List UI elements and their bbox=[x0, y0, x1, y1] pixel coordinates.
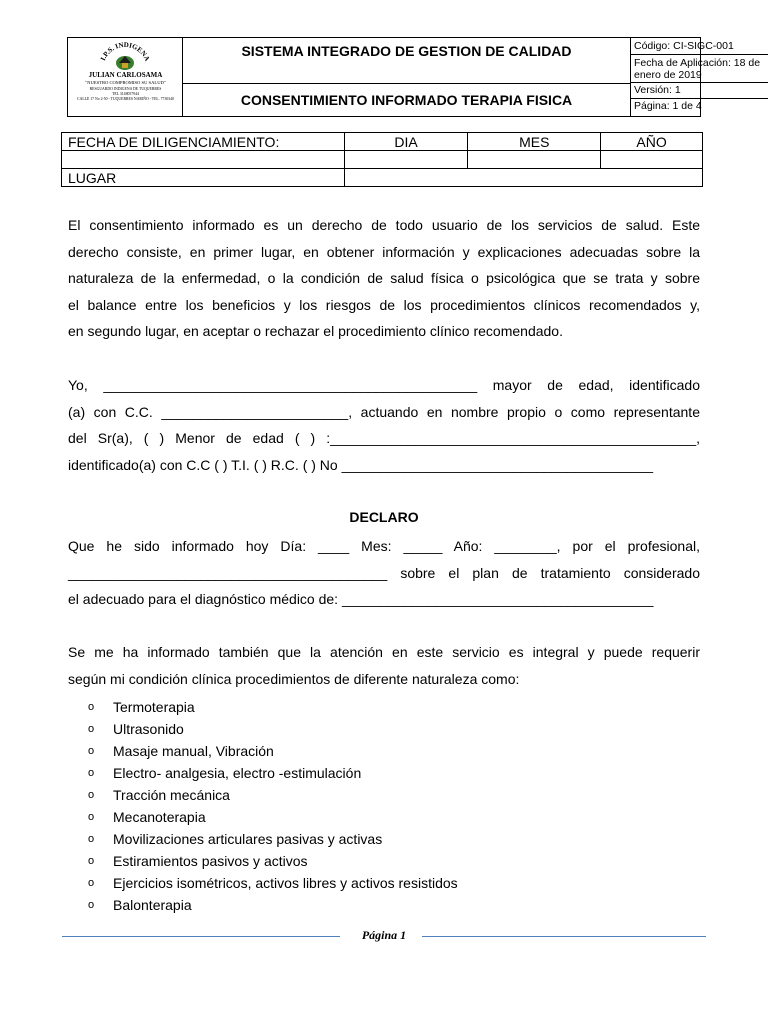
declaro-heading: DECLARO bbox=[349, 509, 419, 525]
bullet-icon: o bbox=[88, 789, 95, 801]
logo-motto: "NUESTRO COMPROMISO SU SALUD" bbox=[85, 80, 166, 85]
list-item: o Electro- analgesia, electro -estimulación bbox=[88, 765, 362, 781]
label-mes: MES bbox=[468, 133, 601, 151]
list-item: o Mecanoterapia bbox=[88, 809, 206, 825]
list-item: o Termoterapia bbox=[88, 699, 195, 715]
bullet-icon: o bbox=[88, 701, 95, 713]
label-fecha: FECHA DE DILIGENCIAMIENTO: bbox=[62, 133, 345, 151]
bullet-icon: o bbox=[88, 723, 95, 735]
list-item: o Tracción mecánica bbox=[88, 787, 230, 803]
label-dia: DIA bbox=[344, 133, 468, 151]
list-item: o Ejercicios isométricos, activos libres y activos resistidos bbox=[88, 875, 458, 891]
field-lugar[interactable] bbox=[344, 169, 702, 187]
bullet-icon: o bbox=[88, 855, 95, 867]
intro-paragraph: El consentimiento informado es un derecho de todo usuario de los servicios de salud. Este derecho consiste, en primer lugar, en obtener información y explicaciones adecuadas sobre la naturaleza de la enfermedad, o la condición de salud física o psicológica que se trata y sobre el balance entre los beneficios y los riesgos de los procedimientos clínicos recomendados y, en segundo lugar, en aceptar o rechazar el procedimiento clínico recomendado. bbox=[68, 217, 700, 339]
bullet-icon: o bbox=[88, 899, 95, 911]
logo-arc-text: I.P.S. INDIGENA bbox=[98, 41, 152, 63]
document-header bbox=[67, 37, 761, 117]
label-anio: AÑO bbox=[601, 133, 703, 151]
ips-indigena-logo bbox=[95, 41, 155, 71]
bullet-icon: o bbox=[88, 811, 95, 823]
header-titles bbox=[183, 38, 631, 116]
list-item: o Movilizaciones articulares pasivas y activas bbox=[88, 831, 383, 847]
footer-rule-right bbox=[422, 936, 706, 937]
logo-cell bbox=[68, 38, 183, 116]
page-footer bbox=[62, 928, 706, 946]
field-anio[interactable] bbox=[601, 151, 703, 169]
list-item: o Estiramientos pasivos y activos bbox=[88, 853, 308, 869]
label-lugar: LUGAR bbox=[62, 169, 345, 187]
version: Versión: 1 bbox=[631, 83, 768, 99]
bullet-icon: o bbox=[88, 745, 95, 757]
field-dia[interactable] bbox=[344, 151, 468, 169]
list-item: o Balonterapia bbox=[88, 897, 192, 913]
header-meta bbox=[631, 38, 768, 116]
procedures-list bbox=[88, 696, 458, 916]
list-item: o Masaje manual, Vibración bbox=[88, 743, 274, 759]
pagina-total: Página: 1 de 4 bbox=[634, 100, 702, 112]
bullet-icon: o bbox=[88, 833, 95, 845]
identification-paragraph: Yo, ________________________________________________ mayor de edad, identificado (a) con C.C. ________________________, actuando en nombre propio o como representante del Sr(a), ( ) Menor de edad ( ) :_______________________________________________, identificado(a) con C.C ( ) T.I. ( ) R.C. ( ) No ________________________________________ bbox=[68, 377, 700, 473]
system-title: SISTEMA INTEGRADO DE GESTION DE CALIDAD bbox=[183, 38, 630, 84]
bullet-icon: o bbox=[88, 877, 95, 889]
field-mes[interactable] bbox=[468, 151, 601, 169]
codigo: Código: CI-SIGC-001 bbox=[631, 38, 768, 55]
services-paragraph: Se me ha informado también que la atención en este servicio es integral y puede requerir según mi condición clínica procedimientos de diferente naturaleza como: bbox=[68, 644, 700, 687]
bullet-icon: o bbox=[88, 767, 95, 779]
footer-page-number: Página 1 bbox=[361, 928, 407, 942]
document-title: CONSENTIMIENTO INFORMADO TERAPIA FISICA bbox=[240, 92, 573, 108]
date-table bbox=[61, 132, 703, 187]
logo-small-text: RESGUARDO INDIGENA DE TUQUERRES TEL 3148057944 CALLE 17 No 2-50 - TUQUERRES NARIÑO - TEL. 7730340 bbox=[77, 87, 174, 101]
declaro-paragraph: Que he sido informado hoy Día: ____ Mes: _____ Año: ________, por el profesional, _________________________________________ sobre el plan de tratamiento considerado el adecuado para el diagnóstico médico de: ________________________________________ bbox=[68, 538, 700, 607]
logo-name: JULIAN CARLOSAMA bbox=[88, 71, 163, 79]
list-item: o Ultrasonido bbox=[88, 721, 184, 737]
fecha-aplicacion: Fecha de Aplicación: 18 de enero de 2019 bbox=[631, 55, 768, 83]
